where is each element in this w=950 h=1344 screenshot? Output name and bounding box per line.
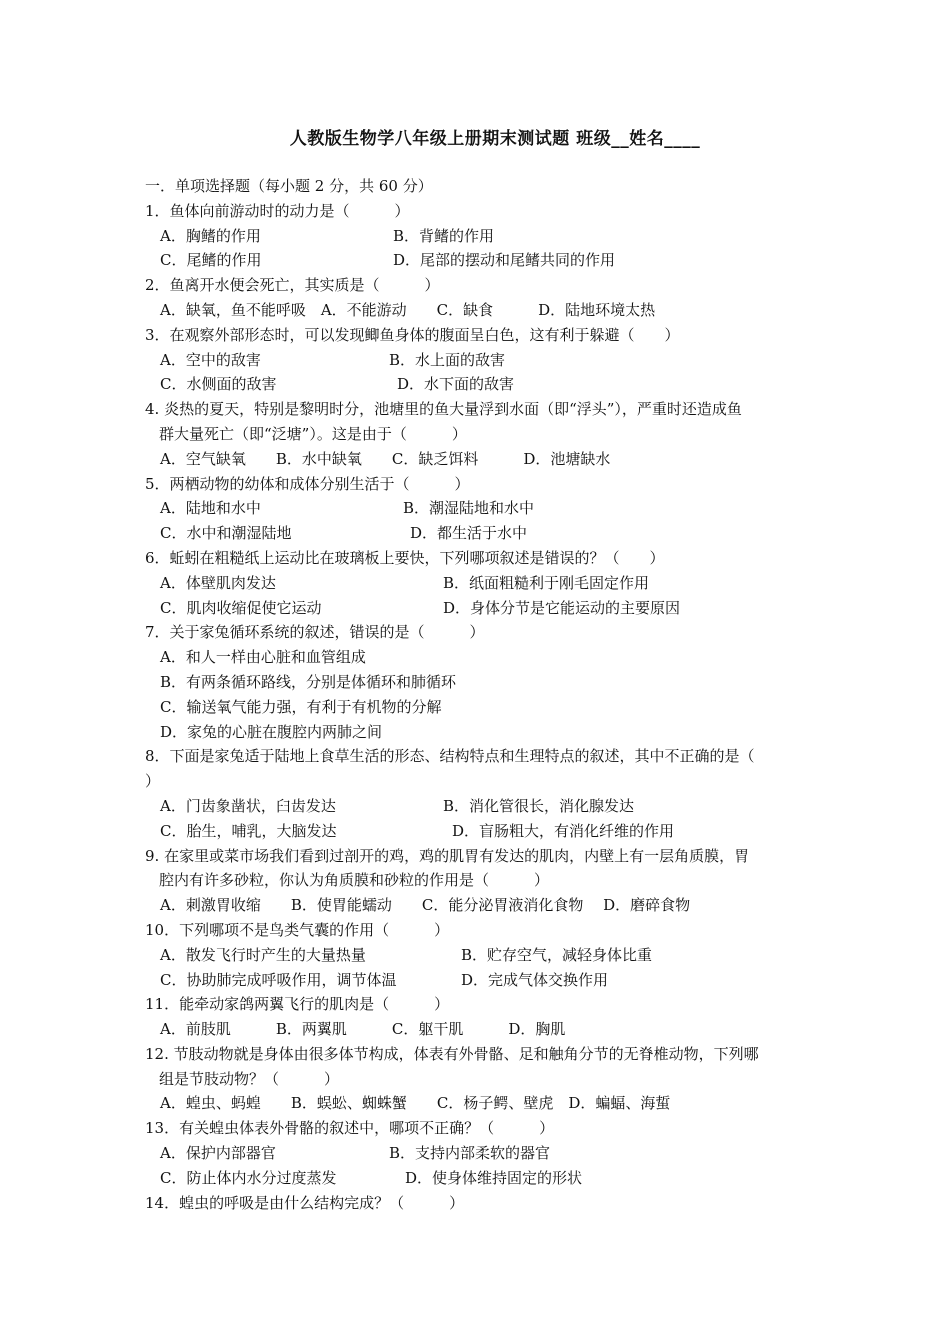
- question-10-option-a: A．散发飞行时产生的大量热量: [160, 945, 366, 964]
- question-4-options: A．空气缺氧 B．水中缺氧 C．缺乏饵料 D．池塘缺水: [160, 449, 611, 468]
- question-3-option-c: C．水侧面的敌害: [160, 375, 277, 394]
- question-8-stem: 8．下面是家兔适于陆地上食草生活的形态、结构特点和生理特点的叙述，其中不正确的是（: [145, 747, 755, 766]
- question-8-stem-continued: ）: [145, 772, 161, 791]
- question-9-options: A．刺激胃收缩 B．使胃能蠕动 C．能分泌胃液消化食物 D．磨碎食物: [160, 896, 691, 915]
- question-13-stem: 13．有关蝗虫体表外骨骼的叙述中，哪项不正确？（ ）: [145, 1119, 555, 1138]
- question-3-options-row-2: [145, 372, 815, 397]
- question-3-option-d: D．水下面的敌害: [397, 375, 515, 394]
- question-13-options-row-2: [145, 1166, 815, 1191]
- page-title: 人教版生物学八年级上册期末测试题 班级__姓名____: [289, 129, 701, 149]
- question-8-options-row-2: [145, 819, 815, 844]
- question-12-stem: 12. 节肢动物就是身体由很多体节构成，体表有外骨骼、足和触角分节的无脊椎动物，下列哪: [145, 1044, 759, 1063]
- question-5-options-row-2: [145, 521, 815, 546]
- question-7-option-b: B．有两条循环路线，分别是体循环和肺循环: [160, 672, 457, 691]
- section-heading: 一．单项选择题（每小题 2 分，共 60 分）: [145, 177, 433, 195]
- question-5-stem: 5．两栖动物的幼体和成体分别生活于（ ）: [145, 474, 470, 493]
- question-1-options-row-1: [145, 224, 815, 249]
- question-6-option-b: B．纸面粗糙利于刚毛固定作用: [443, 573, 650, 592]
- question-7-option-a: A．和人一样由心脏和血管组成: [160, 648, 366, 667]
- question-10-options-row-1: [145, 943, 815, 968]
- question-3-options-row-1: [145, 348, 815, 373]
- question-7-option-c: C．输送氧气能力强，有利于有机物的分解: [160, 697, 442, 716]
- question-2-options: A．缺氧，鱼不能呼吸 A．不能游动 C．缺食 D．陆地环境太热: [160, 300, 656, 319]
- question-5-option-a: A．陆地和水中: [160, 499, 261, 518]
- question-10-option-c: C．协助肺完成呼吸作用，调节体温: [160, 970, 397, 989]
- question-8-option-a: A．门齿象凿状，臼齿发达: [160, 796, 336, 815]
- question-10-stem: 10．下列哪项不是鸟类气囊的作用（ ）: [145, 920, 450, 939]
- question-6-options-row-1: [145, 571, 815, 596]
- question-5-options-row-1: [145, 496, 815, 521]
- question-13-option-a: A．保护内部器官: [160, 1144, 276, 1163]
- question-5-option-d: D．都生活于水中: [410, 524, 528, 543]
- question-10-option-d: D．完成气体交换作用: [461, 970, 609, 989]
- question-8-option-b: B．消化管很长，消化腺发达: [443, 796, 635, 815]
- question-1-option-d: D．尾部的摆动和尾鳍共同的作用: [393, 251, 616, 270]
- question-9-stem: 9. 在家里或菜市场我们看到过剖开的鸡，鸡的肌胃有发达的肌肉，内壁上有一层角质膜，胃: [145, 846, 750, 865]
- question-10-options-row-2: [145, 968, 815, 993]
- question-13-option-d: D．使身体维持固定的形状: [405, 1168, 583, 1187]
- question-6-stem: 6．蚯蚓在粗糙纸上运动比在玻璃板上要快，下列哪项叙述是错误的？（ ）: [145, 548, 665, 567]
- question-12-options: A．蝗虫、蚂蝗 B．蜈蚣、蜘蛛蟹 C．杨子鳄、壁虎 D．蝙蝠、海蜇: [160, 1094, 671, 1113]
- question-3-stem: 3．在观察外部形态时，可以发现鲫鱼身体的腹面呈白色，这有利于躲避（ ）: [145, 325, 680, 344]
- question-6-option-c: C．肌肉收缩促使它运动: [160, 598, 322, 617]
- question-1-option-b: B．背鳍的作用: [393, 226, 495, 245]
- question-10-option-b: B．贮存空气，减轻身体比重: [461, 945, 653, 964]
- question-9-stem-continued: 腔内有许多砂粒，你认为角质膜和砂粒的作用是（ ）: [159, 871, 550, 890]
- question-1-stem: 1．鱼体向前游动时的动力是（ ）: [145, 201, 410, 220]
- question-3-option-b: B．水上面的敌害: [389, 350, 506, 369]
- question-8-option-d: D．盲肠粗大，有消化纤维的作用: [452, 821, 675, 840]
- question-4-stem-continued: 群大量死亡（即“泛塘”）。这是由于（ ）: [159, 424, 467, 443]
- question-7-option-d: D．家兔的心脏在腹腔内两肺之间: [160, 722, 383, 741]
- question-1-option-c: C．尾鳍的作用: [160, 251, 262, 270]
- question-8-options-row-1: [145, 794, 815, 819]
- exam-body: [145, 174, 815, 1215]
- question-1-option-a: A．胸鳍的作用: [160, 226, 261, 245]
- question-6-option-d: D．身体分节是它能运动的主要原因: [443, 598, 681, 617]
- question-5-option-c: C．水中和潮湿陆地: [160, 524, 292, 543]
- question-6-option-a: A．体壁肌肉发达: [160, 573, 276, 592]
- question-13-options-row-1: [145, 1141, 815, 1166]
- question-2-stem: 2．鱼离开水便会死亡，其实质是（ ）: [145, 276, 440, 295]
- question-14-stem: 14．蝗虫的呼吸是由什么结构完成？（ ）: [145, 1193, 465, 1212]
- question-7-stem: 7．关于家兔循环系统的叙述，错误的是（ ）: [145, 623, 485, 642]
- question-8-option-c: C．胎生，哺乳，大脑发达: [160, 821, 337, 840]
- question-1-options-row-2: [145, 248, 815, 273]
- question-6-options-row-2: [145, 596, 815, 621]
- question-13-option-b: B．支持内部柔软的器官: [389, 1144, 551, 1163]
- question-3-option-a: A．空中的敌害: [160, 350, 261, 369]
- question-11-stem: 11．能牵动家鸽两翼飞行的肌肉是（ ）: [145, 995, 450, 1014]
- question-5-option-b: B．潮湿陆地和水中: [403, 499, 535, 518]
- question-13-option-c: C．防止体内水分过度蒸发: [160, 1168, 337, 1187]
- question-4-stem: 4. 炎热的夏天，特别是黎明时分，池塘里的鱼大量浮到水面（即“浮头”），严重时还造成鱼: [145, 400, 742, 419]
- question-12-stem-continued: 组是节肢动物？（ ）: [159, 1069, 340, 1088]
- question-11-options: A．前肢肌 B．两翼肌 C．躯干肌 D．胸肌: [160, 1020, 566, 1039]
